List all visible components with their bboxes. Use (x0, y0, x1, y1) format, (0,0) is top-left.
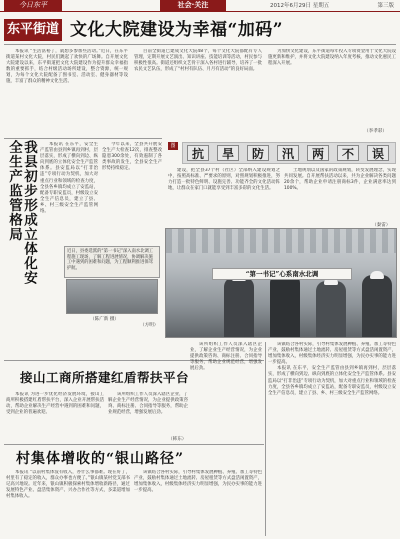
article-3-column-2: 该所组织工作人员深入辖区企业，了解企业生产经营情况，为企业提供政策咨询、商标注册、合同指导等服务，帮助企业规范经营，增强发展后劲。 (108, 392, 188, 416)
article-3-column-1: 本报讯 为进一步优化经济发展环境，接山工商所积极搭建红盾帮扶平台，深入企业开展帮扶活动，帮助企业解决生产经营中遇到的困难和问题，受到企业的普遍欢迎。 (6, 392, 104, 416)
person-figure (270, 273, 300, 337)
article-1-column-2: 目前全街道已建成文化大院48个，每个文化大院都配有专人管理，定期开展文艺演出、知识讲座、技能培训等活动，村民参与积极性很高。街道还组织文艺骨干深入各村进行辅导，培养了一批农民文艺队伍，形成了“村村有队伍、月月有活动”的良好局面。 (134, 49, 262, 73)
slogan-char: 汛 (277, 145, 299, 161)
construction-site-photo (165, 228, 397, 338)
headline-4-title: 村集体增收的“银山路径” (16, 451, 185, 467)
slogan-char: 防 (247, 145, 269, 161)
article-4-column-1: 本报讯 “以前村集体没有收入，办什么事都难。现在好了，村里有了稳定的收入，群众办事也方便了。”银山镇某村党支部书记高兴地说。近年来，银山镇积极探索村集体增收新路径，通过发展特色产业、盘活集体资产、兴办合作社等方式，多渠道增加村集体收入。 (6, 470, 130, 500)
column-divider (265, 342, 266, 536)
divider (4, 138, 162, 139)
photo-tag: 图 (168, 142, 178, 150)
headline-1-tag: 东平街道 (4, 19, 62, 41)
photo-note: 近日，县委选派的“第一书记”深入南水北调工程施工现场，了解工程进展情况，协调解决施工中遇到的困难和问题，为工程顺利推进保驾护航。 (64, 246, 160, 278)
article-2-column-1: 本报讯 在东平，安全生产监管由县到乡镇再到村，层层落实，形成了横向到边、纵向到底的立体化安全生产监管体系。县安监局以“打非治违”专项行动为契机，加大对重点行业和领域的检查力度，全县各乡镇均成立了安监站，配备专职安监员，村级设立安全生产信息员，建立了县、乡、村三级安全生产监管网络。 (40, 142, 98, 215)
section-label: 社会·关注 (160, 0, 226, 11)
photo-byline: （陈广新 摄） (90, 317, 120, 322)
photo-text-1: 建设，把全县37个村（社区）全部纳入建设规划之中，按照高标准、严要求的原则，对照规划积极推进，努力打造一批特色鲜明、设施完善、功能齐全的文化活动阵地，让群众在家门口就能享受到丰富多彩的文化生活。 (168, 168, 280, 192)
photo-caption: “第一书记”心系南水北调 (212, 268, 352, 280)
headline-1-title: 文化大院建设为幸福“加码” (70, 20, 284, 40)
article-2-column-2: 今年以来，全县共开展安全生产大检查12次，排查整改隐患300余处，有效遏制了各类事故的发生，全县安全生产形势持续稳定。 (102, 142, 162, 172)
slogan-photo (182, 142, 396, 164)
headline-1 (4, 17, 396, 45)
masthead (0, 0, 400, 12)
article-2-byline: （方明） (140, 323, 159, 328)
small-photo (66, 279, 158, 314)
divider (4, 444, 264, 445)
article-1-byline: （李孝彩） (364, 129, 387, 134)
person-figure (316, 281, 346, 337)
person-figure (362, 275, 392, 337)
article-3-byline: （韩东） (168, 437, 187, 442)
side-column-2: 该镇结合各村实际，引导村集体发展种植、养殖、加工等特色产业，鼓励村集体通过土地流转、房屋租赁等方式盘活闲置资产，增加集体收入，村级集体经济实力明显增强，为民办实事的能力进一步提高。 本报讯 在东平，安全生产监管由县到乡镇再到村，层层落实，形成了横向到边、纵向到底的立体化安全生产监管体系。县安监局以“打非治违”专项行动为契机，加大对重点行业和领域的检查力度，全县各乡镇均成立了安监站，配备专职安监员，村级设立安全生产信息员，建立了县、乡、村三级安全生产监管网络。 (268, 342, 396, 396)
article-4-column-2: 该镇结合各村实际，引导村集体发展种植、养殖、加工等特色产业，鼓励村集体通过土地流转、房屋租赁等方式盘活闲置资产，增加集体收入，村级集体经济实力明显增强，为民办实事的能力进一步提高。 (134, 470, 262, 494)
article-1-column-3: 为加快文化建设，东平街道每年投入专项资金用于文化大院设施更新和维护，并将文化大院建设纳入年度考核，推动文化惠民工程深入开展。 (268, 49, 396, 67)
headline-2-title: 我县初步形成立体化安全生产监管格局 (6, 140, 37, 285)
slogan-char: 不 (337, 145, 359, 161)
article-1-column-1: 本报讯 “生活富裕了，就想多参加些活动。”近日，在东平街道某村文化大院，村民们跳起了欢快的广场舞。自开展文化大院建设以来，东平街道把文化大院建设作为提升群众幸福指数的重要抓手，结合村级活动场所建设，整合资源，统一规划，为每个文化大院配备了图书室、活动室、健身器材等设施，丰富了群众的精神文化生活。 (6, 49, 128, 85)
photo-text-byline: （秦雷） (372, 223, 391, 228)
slogan-char: 误 (367, 145, 389, 161)
headline-3-title: 接山工商所搭建红盾帮扶平台 (20, 370, 190, 385)
page-number: 第三版 (377, 3, 394, 9)
safety-helmet-icon (370, 271, 384, 279)
slogan-char: 两 (307, 145, 329, 161)
newspaper-logo: 今日东平 (4, 0, 62, 11)
photo-text-2: 土地规划以及国家的政策规划，转变发展理念，实现共同发展。自开展帮扶活动以来，共为企业解决各类问题20余个，帮助企业申请注册商标3件，企业满意率达到100%。 (284, 168, 396, 192)
person-figure (224, 277, 254, 337)
scaffold-structure (166, 229, 396, 253)
slogan-char: 旱 (217, 145, 239, 161)
side-column-1: 该所组织工作人员深入辖区企业，了解企业生产经营情况，为企业提供政策咨询、商标注册、合同指导等服务，帮助企业规范经营，增强发展后劲。 (190, 342, 262, 372)
slogan-char: 抗 (187, 145, 209, 161)
issue-date: 2012年6月29日 星期五 (270, 3, 330, 9)
